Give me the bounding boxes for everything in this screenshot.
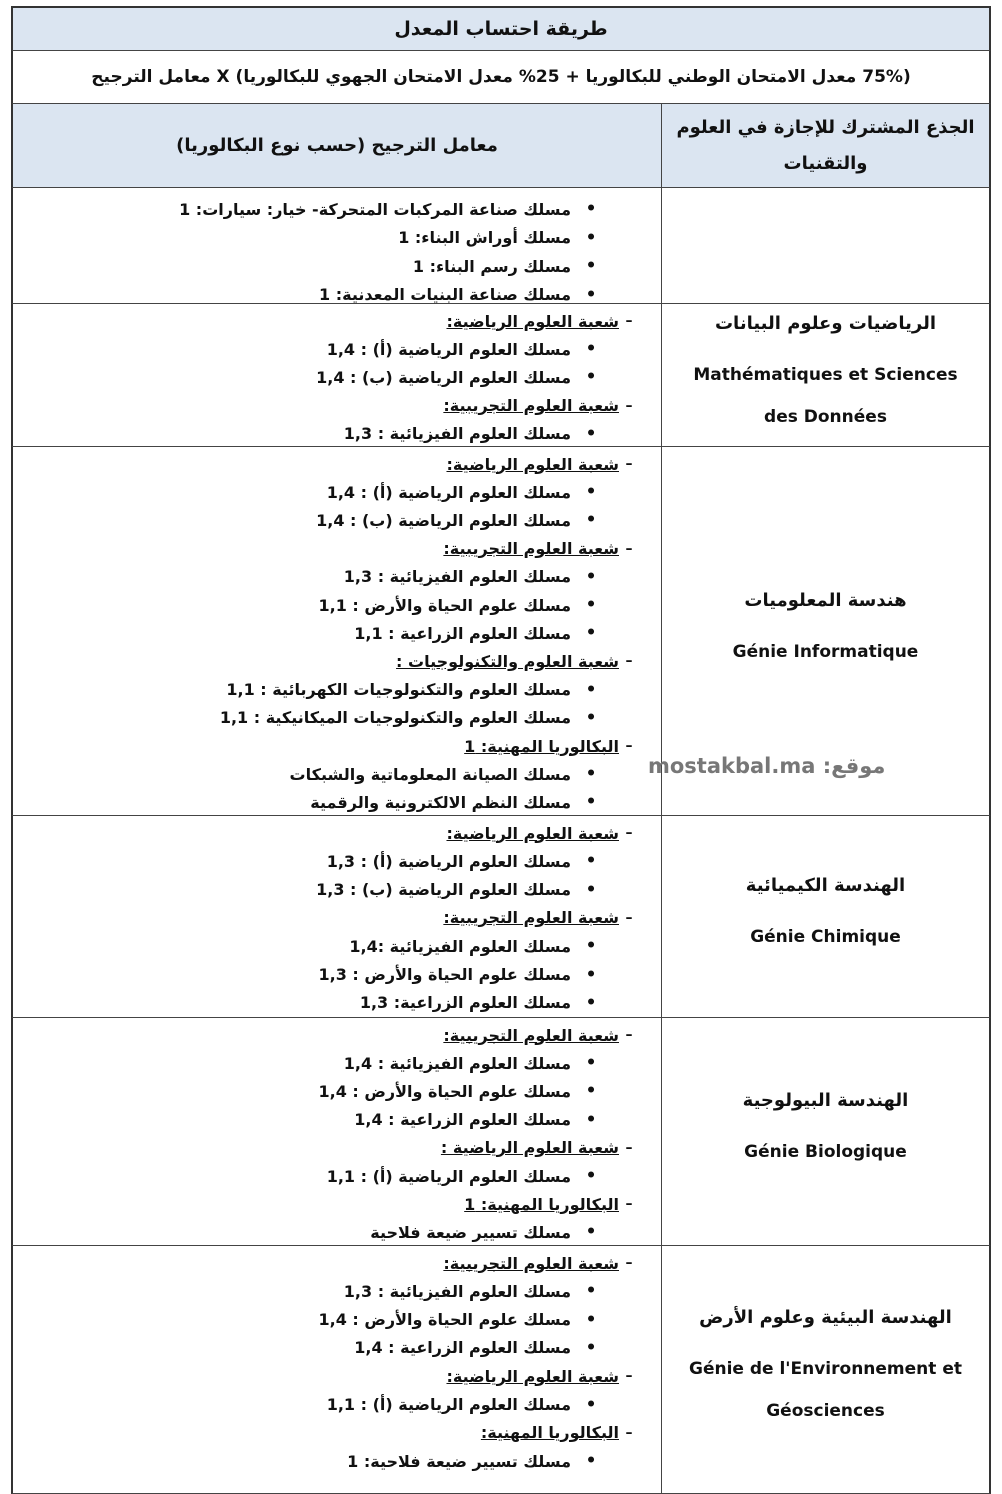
- bullet-marker: •: [585, 199, 597, 219]
- bullet-marker: •: [585, 339, 597, 360]
- bullet-marker: •: [585, 1281, 597, 1302]
- line-text: مسلك العلوم الرياضية (أ) : 1,1: [326, 1395, 571, 1414]
- track-item: [327, 1162, 601, 1190]
- line-text: شعبة العلوم التجريبية:: [443, 539, 619, 559]
- track-item: [344, 1277, 601, 1305]
- line-text: مسلك العلوم الفيزيائية : 1,4: [343, 1053, 571, 1073]
- line-text: مسلك العلوم الرياضية (أ) : 1,3: [326, 851, 571, 871]
- line-text: مسلك العلوم الرياضية (أ) : 1,4: [326, 339, 571, 359]
- bullet-marker: •: [585, 595, 597, 615]
- dash-marker: –: [625, 1424, 633, 1441]
- line-text: مسلك تسيير ضيعة فلاحية: 1: [347, 1451, 571, 1471]
- track-item: [316, 506, 601, 534]
- bullet-marker: •: [585, 510, 597, 531]
- line-text: مسلك علوم الحياة والأرض : 1,4: [318, 1081, 571, 1101]
- line-text: مسلك علوم الحياة والأرض : 1,3: [318, 965, 571, 984]
- line-text: مسلك العلوم الفيزيائية : 1,3: [343, 424, 571, 444]
- line-text: مسلك الصيانة المعلوماتية والشبكات: [289, 764, 571, 784]
- coefficient-cell: [13, 188, 661, 303]
- line-text: البكالوريا المهنية: 1: [464, 1194, 619, 1214]
- line-text: شعبة العلوم التجريبية:: [443, 1025, 619, 1045]
- bullet-marker: •: [585, 1109, 597, 1130]
- track-item: [318, 1306, 601, 1334]
- line-text: مسلك العلوم الرياضية (أ) : 1,1: [326, 1166, 571, 1186]
- line-text: شعبة العلوم الرياضية:: [446, 311, 619, 331]
- track-item: [290, 760, 601, 788]
- track-item: [349, 932, 601, 960]
- track-item: [327, 478, 601, 506]
- bullet-marker: •: [585, 1451, 597, 1472]
- bullet-marker: •: [585, 227, 597, 248]
- line-text: مسلك العلوم الفيزيائية : 1,3: [343, 1281, 571, 1301]
- dash-marker: –: [625, 313, 633, 329]
- table-row: [11, 1018, 991, 1246]
- dash-marker: –: [625, 653, 633, 670]
- bullet-marker: •: [585, 792, 597, 813]
- line-text: البكالوريا المهنية: 1: [464, 736, 619, 756]
- bullet-marker: •: [585, 566, 597, 587]
- bullet-marker: •: [585, 1166, 597, 1186]
- program-name-fr: Génie Chimique: [750, 927, 901, 947]
- dash-marker: –: [625, 540, 633, 557]
- bullet-marker: •: [585, 284, 597, 305]
- line-text: شعبة العلوم الرياضية:: [446, 454, 619, 474]
- coefficient-cell: [13, 816, 661, 1017]
- track-item: [316, 876, 601, 904]
- line-text: مسلك صناعة البنيات المعدنية: 1: [319, 285, 571, 304]
- track-item: [318, 1077, 601, 1105]
- line-text: مسلك العلوم الزراعية : 1,4: [354, 1338, 571, 1358]
- watermark: موقع: mostakbal.ma: [648, 754, 886, 778]
- table-row: [11, 1246, 991, 1494]
- bullet-marker: •: [585, 256, 597, 276]
- stream-heading: [396, 647, 639, 675]
- line-text: مسلك العلوم والتكنولوجيات الميكانيكية : 1,1: [219, 708, 571, 728]
- line-text: مسلك رسم البناء: 1: [412, 256, 571, 276]
- program-name-ar: الهندسة الكيميائية: [745, 875, 906, 896]
- bullet-marker: •: [585, 679, 597, 700]
- program-cell: [661, 188, 989, 303]
- track-item: [310, 788, 601, 816]
- track-item: [327, 335, 601, 363]
- track-item: [413, 252, 601, 280]
- bullet-marker: •: [585, 423, 597, 444]
- line-text: مسلك العلوم الرياضية (ب) : 1,3: [316, 880, 571, 900]
- track-item: [344, 420, 601, 448]
- coefficient-cell: [13, 1246, 661, 1493]
- line-text: مسلك العلوم الفيزيائية :1,4: [349, 936, 571, 956]
- track-item: [226, 676, 601, 704]
- bullet-marker: •: [585, 482, 597, 503]
- bullet-marker: •: [585, 1222, 597, 1243]
- program-name-fr: Génie de l'Environnement et Géosciences: [689, 1359, 962, 1421]
- stream-heading: [446, 450, 639, 478]
- coefficient-cell: [13, 1018, 661, 1245]
- stream-heading: [464, 732, 639, 760]
- program-name-ar: الرياضيات وعلوم البيانات: [714, 312, 937, 334]
- dash-marker: –: [625, 1196, 633, 1213]
- bullet-marker: •: [585, 1081, 597, 1102]
- program-name-fr: Génie Biologique: [744, 1142, 907, 1162]
- stream-heading: [443, 392, 639, 420]
- stream-heading: [443, 535, 639, 563]
- line-text: مسلك العلوم الفيزيائية : 1,3: [343, 567, 571, 587]
- dash-marker: –: [625, 1255, 633, 1271]
- program-name-ar: الهندسة البيولوجية: [742, 1090, 909, 1111]
- formula-row: [11, 51, 991, 104]
- column-header-row: [11, 104, 991, 188]
- program-name-fr: Mathématiques et Sciences des Données: [693, 364, 958, 427]
- track-item: [318, 961, 601, 989]
- line-text: شعبة العلوم الرياضية :: [440, 1138, 619, 1158]
- line-text: مسلك العلوم الزراعية : 1,1: [354, 623, 571, 643]
- program-name-ar: الهندسة البيئية وعلوم الأرض: [699, 1307, 952, 1328]
- table-row: [11, 816, 991, 1018]
- track-item: [327, 847, 601, 875]
- bullet-marker: •: [585, 764, 597, 785]
- program-cell: [661, 304, 989, 446]
- dash-marker: –: [625, 1368, 633, 1385]
- average-formula: (75% معدل الامتحان الوطني للبكالوريا + 25% معدل الامتحان الجهوي للبكالوريا) X معامل الترجيح: [91, 67, 911, 87]
- coef-column-header: معامل الترجيح (حسب نوع البكالوريا): [176, 135, 498, 156]
- stream-heading: [464, 1190, 639, 1218]
- track-item: [354, 1334, 601, 1362]
- line-text: شعبة العلوم والتكنولوجيات :: [396, 651, 619, 671]
- track-item: [220, 704, 601, 732]
- dash-marker: –: [625, 738, 633, 754]
- bullet-marker: •: [585, 851, 597, 872]
- program-cell: [661, 816, 989, 1017]
- line-text: شعبة العلوم التجريبية:: [443, 1253, 619, 1273]
- stream-heading: [446, 1362, 639, 1390]
- track-item: [344, 563, 601, 591]
- dash-marker: –: [625, 1139, 633, 1156]
- line-text: مسلك العلوم الرياضية (ب) : 1,4: [316, 510, 571, 530]
- table-title: طريقة احتساب المعدل: [394, 18, 608, 40]
- track-item: [347, 1447, 601, 1475]
- dash-marker: –: [625, 397, 633, 414]
- track-item: [360, 989, 601, 1017]
- line-text: مسلك علوم الحياة والأرض : 1,1: [318, 595, 571, 615]
- table-title-row: [11, 6, 991, 51]
- line-text: مسلك صناعة المركبات المتحركة- خيار: سيارات: 1: [179, 199, 571, 219]
- line-text: مسلك العلوم والتكنولوجيات الكهربائية : 1,1: [226, 680, 571, 700]
- line-text: شعبة العلوم الرياضية:: [446, 823, 619, 843]
- program-name-ar: هندسة المعلوميات: [744, 589, 907, 611]
- track-item: [344, 1049, 601, 1077]
- track-item: [354, 619, 601, 647]
- line-text: شعبة العلوم التجريبية:: [443, 396, 619, 416]
- track-item: [318, 591, 601, 619]
- program-cell: [661, 1246, 989, 1493]
- line-text: مسلك تسيير ضيعة فلاحية: [370, 1222, 571, 1242]
- line-text: مسلك أوراش البناء: 1: [398, 228, 571, 247]
- dash-marker: –: [625, 456, 633, 472]
- track-item: [179, 195, 601, 223]
- stream-heading: [441, 1134, 639, 1162]
- program-column-header: الجذع المشترك للإجازة في العلوم والتقنيات: [661, 104, 989, 187]
- bullet-marker: •: [585, 936, 597, 957]
- bullet-marker: •: [585, 367, 597, 388]
- coefficient-cell: [13, 304, 661, 446]
- line-text: مسلك النظم الالكترونية والرقمية: [310, 792, 571, 812]
- line-text: شعبة العلوم الرياضية:: [446, 1366, 619, 1386]
- bullet-marker: •: [585, 1309, 597, 1330]
- line-text: مسلك العلوم الزراعية : 1,4: [354, 1110, 571, 1130]
- dash-marker: –: [625, 825, 633, 841]
- bullet-marker: •: [585, 1337, 597, 1358]
- track-item: [398, 224, 601, 252]
- stream-heading: [481, 1419, 639, 1447]
- line-text: مسلك العلوم الرياضية (أ) : 1,4: [326, 482, 571, 502]
- stream-heading: [443, 1021, 639, 1049]
- track-item: [316, 363, 601, 391]
- track-item: [354, 1106, 601, 1134]
- stream-heading: [443, 904, 639, 932]
- table-row: [11, 188, 991, 304]
- line-text: مسلك العلوم الرياضية (ب) : 1,4: [316, 367, 571, 387]
- bullet-marker: •: [585, 879, 597, 900]
- bullet-marker: •: [585, 1053, 597, 1074]
- bullet-marker: •: [585, 707, 597, 728]
- stream-heading: [446, 307, 639, 335]
- line-text: مسلك العلوم الزراعية: 1,3: [359, 993, 571, 1013]
- track-item: [370, 1218, 601, 1246]
- bullet-marker: •: [585, 964, 597, 985]
- program-cell: [661, 1018, 989, 1245]
- coefficient-cell: [13, 447, 661, 815]
- bullet-marker: •: [585, 1394, 597, 1415]
- line-text: شعبة العلوم التجريبية:: [443, 908, 619, 928]
- stream-heading: [443, 1249, 639, 1277]
- bullet-marker: •: [585, 623, 597, 644]
- line-text: البكالوريا المهنية:: [480, 1423, 619, 1443]
- bullet-marker: •: [585, 992, 597, 1013]
- table-row: [11, 304, 991, 447]
- dash-marker: –: [625, 1027, 633, 1043]
- program-name-fr: Génie Informatique: [732, 641, 919, 662]
- track-item: [327, 1391, 601, 1419]
- dash-marker: –: [625, 909, 633, 926]
- line-text: مسلك علوم الحياة والأرض : 1,4: [318, 1310, 571, 1330]
- stream-heading: [446, 819, 639, 847]
